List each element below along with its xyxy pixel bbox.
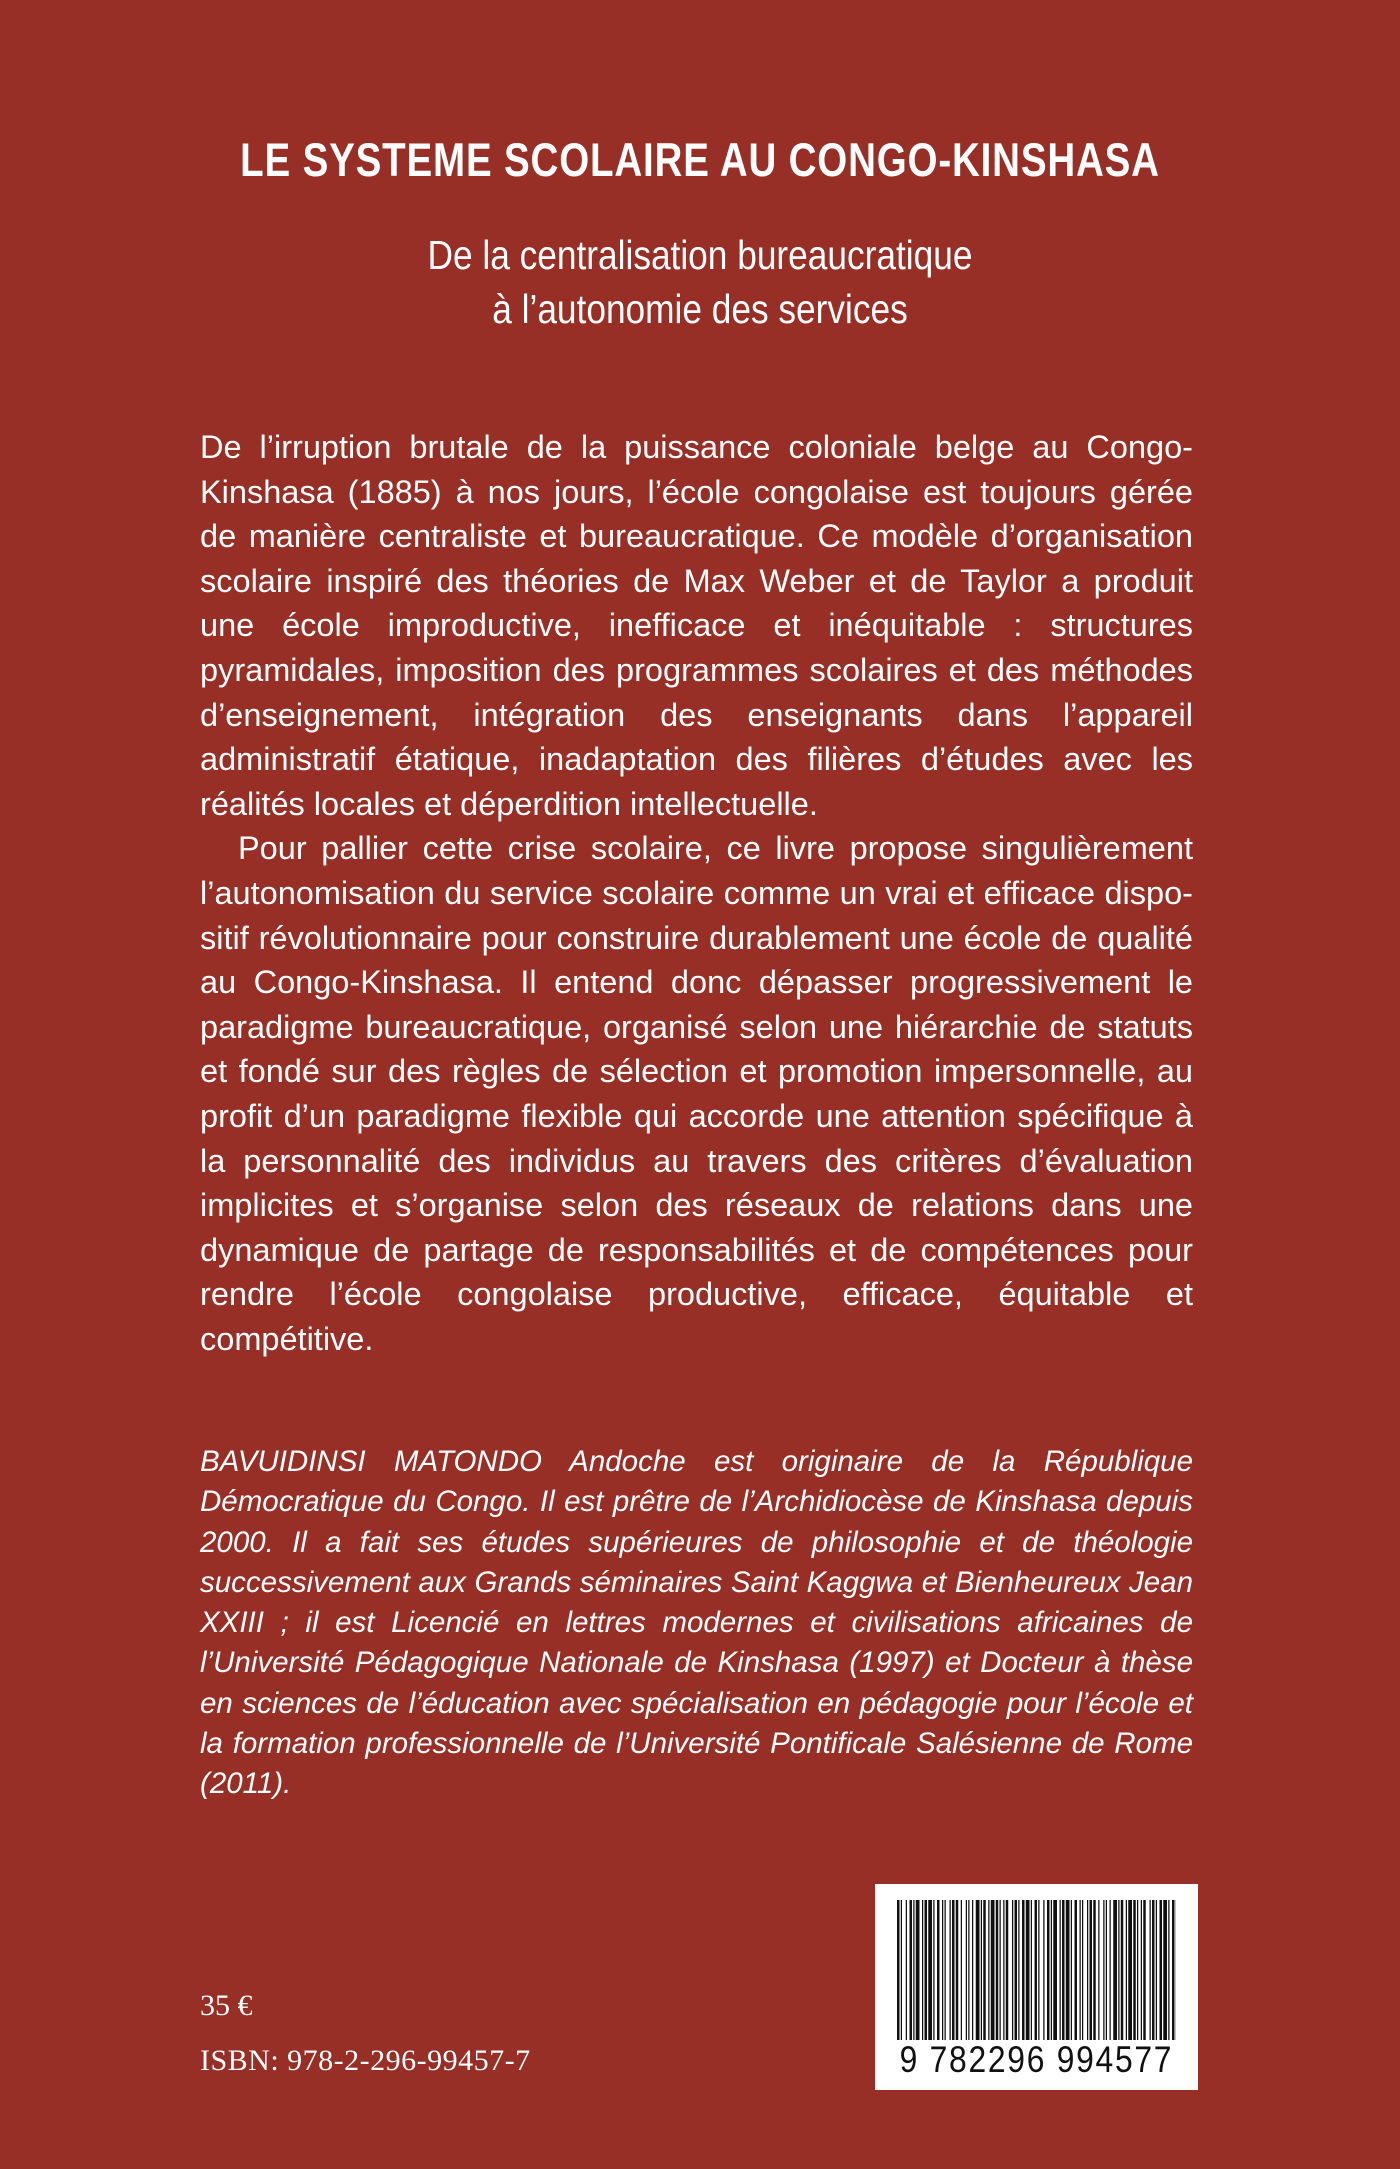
isbn-barcode	[875, 1884, 1198, 2090]
book-subtitle	[98, 228, 1302, 336]
book-title: LE SYSTEME SCOLAIRE AU CONGO-KINSHASA	[240, 133, 1160, 186]
barcode-bars-graphic	[897, 1900, 1176, 2040]
barcode-digits: 9 782296 994577	[899, 2039, 1174, 2080]
subtitle-line-1: De la centralisation bureaucratique	[427, 232, 973, 278]
isbn-label: ISBN: 978-2-296-99457-7	[200, 2044, 531, 2077]
author-biography: BAVUIDINSI MATONDO Andoche est originaire de la République Démocratique du Congo. Il est prêtre de l’Archidiocèse de Kinshasa depuis 2000. Il a fait ses études supérieures de philosophie et de théologie successivement aux Grands séminaires Saint Kaggwa et Bienheureux Jean XXIII ; il est Licencié en lettres modernes et civilisations africaines de l’Université Pédagogique Nationale de Kinshasa (1997) et Docteur à thèse en sciences de l’éducation avec spécialisation en pédagogie pour l’école et la formation professionnelle de l’Université Pontificale Salésienne de Rome (2011).	[200, 1445, 1193, 1801]
subtitle-line-2: à l’autonomie des services	[492, 286, 908, 332]
book-description	[200, 425, 1193, 1361]
description-paragraph-2: Pour pallier cette crise scolaire, ce livre propose singulièrement l’autonomisation du service scolaire comme un vrai et efficace dispositif révolutionnaire pour construire durablement une école de qualité au Congo-Kinshasa. Il entend donc dépasser progressivement le paradigme bureaucratique, organisé selon une hiérarchie de statuts et fondé sur des règles de sélection et promotion impersonnelle, au profit d’un paradigme flexible qui accorde une attention spécifique à la personnalité des individus au travers des critères d’évaluation implicites et s’organise selon des réseaux de relations dans une dynamique de partage de responsabilités et de compétences pour rendre l’école congolaise productive, efficace, équitable et compétitive.	[200, 830, 1193, 1357]
price-label: 35 €	[200, 1989, 253, 2022]
description-paragraph-1: De l’irruption brutale de la puissance coloniale belge au Congo-Kinshasa (1885) à nos jours, l’école congolaise est toujours gérée de manière centraliste et bureaucratique. Ce modèle d’organisation scolaire inspiré des théories de Max Weber et de Taylor a produit une école improductive, inefficace et inéquitable : structures pyramidales, imposition des programmes scolaires et des méthodes d’enseignement, intégration des enseignants dans l’appareil administratif étatique, inadaptation des filières d’études avec les réalités locales et déperdition intellectuelle.	[200, 429, 1193, 822]
